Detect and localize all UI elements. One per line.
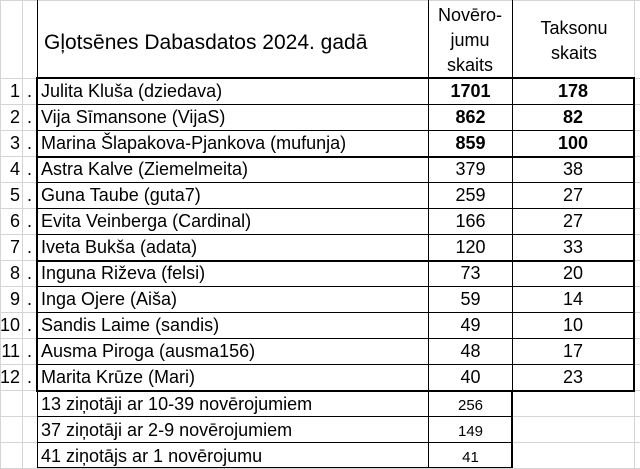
rank-number: 6	[9, 211, 20, 231]
observation-count: 862	[455, 107, 486, 127]
taxa-count: 27	[562, 211, 584, 231]
header-taxa-line-1: Taksonu	[540, 18, 608, 38]
observer-name: Marina Šlapakova-Pjankova (mufunja)	[41, 133, 347, 153]
rank-dot: .	[27, 367, 33, 387]
rank-number: 7	[9, 237, 20, 257]
observation-count: 259	[455, 185, 486, 205]
taxa-count: 178	[557, 81, 589, 101]
border-row	[37, 312, 634, 313]
border-row	[37, 338, 634, 339]
border-summary-1	[37, 416, 512, 417]
summary-observation-count: 149	[457, 423, 484, 440]
border-summary-2	[37, 442, 512, 443]
border-row	[37, 234, 634, 235]
border-group-1	[37, 156, 634, 158]
rank-number: 1	[9, 81, 20, 101]
observation-count: 73	[460, 263, 481, 283]
observer-name: Julita Kluša (dziedava)	[41, 81, 223, 101]
observer-name: Ausma Piroga (ausma156)	[41, 341, 256, 361]
rank-number: 9	[9, 289, 20, 309]
gridline-horizontal	[0, 0, 640, 1]
observer-name: Evita Veinberga (Cardinal)	[41, 211, 252, 231]
taxa-count: 27	[562, 185, 584, 205]
taxa-count: 14	[562, 289, 584, 309]
taxa-count: 100	[557, 133, 589, 153]
observation-count: 859	[455, 133, 486, 153]
border-row	[37, 104, 634, 105]
observer-name: Inga Ojere (Aiša)	[41, 289, 178, 309]
observation-count: 59	[460, 289, 481, 309]
observer-name: Vija Sīmansone (VijaS)	[41, 107, 226, 127]
observer-name: Astra Kalve (Ziemelmeita)	[41, 159, 249, 179]
rank-dot: .	[27, 107, 33, 127]
rank-dot: .	[27, 341, 33, 361]
taxa-count: 17	[562, 341, 584, 361]
border-row	[37, 130, 634, 131]
rank-number: 8	[9, 263, 20, 283]
header-observations	[428, 3, 512, 78]
rank-number: 3	[9, 133, 20, 153]
header-taxa	[514, 16, 634, 66]
rank-dot: .	[27, 159, 33, 179]
observer-name: Marita Krūze (Mari)	[41, 367, 196, 387]
rank-dot: .	[27, 237, 33, 257]
border-row	[37, 286, 634, 287]
taxa-count: 23	[562, 367, 584, 387]
summary-label: 37 ziņotāji ar 2-9 novērojumiem	[41, 420, 293, 440]
rank-dot: .	[27, 185, 33, 205]
rank-number: 11	[1, 341, 20, 361]
taxa-count: 82	[562, 107, 584, 127]
border-group-3	[37, 390, 634, 392]
rank-number: 2	[9, 107, 20, 127]
observation-count: 48	[460, 341, 481, 361]
border-top	[37, 77, 634, 79]
observer-name: Sandis Laime (sandis)	[41, 315, 220, 335]
observation-count: 49	[460, 315, 481, 335]
observation-count: 120	[455, 237, 486, 257]
observation-count: 166	[455, 211, 486, 231]
summary-observation-count: 41	[462, 449, 479, 466]
border-row	[37, 182, 634, 183]
taxa-count: 33	[562, 237, 584, 257]
rank-dot: .	[27, 211, 33, 231]
taxa-count: 10	[562, 315, 584, 335]
rank-dot: .	[27, 81, 33, 101]
page-title: Gļotsēnes Dabasdatos 2024. gadā	[44, 31, 368, 54]
summary-label: 13 ziņotāji ar 10-39 novērojumiem	[41, 394, 313, 414]
rank-dot: .	[27, 133, 33, 153]
header-observations-line-3: skaits	[446, 55, 493, 75]
observer-name: Inguna Riževa (felsi)	[41, 263, 206, 283]
rank-number: 5	[9, 185, 20, 205]
summary-observation-count: 256	[457, 397, 484, 414]
observer-name: Iveta Bukša (adata)	[41, 237, 198, 257]
observation-count: 1701	[450, 81, 491, 101]
taxa-count: 38	[562, 159, 584, 179]
summary-label: 41 ziņotājs ar 1 novērojumu	[41, 446, 263, 466]
rank-dot: .	[27, 263, 33, 283]
observer-name: Guna Taube (guta7)	[41, 185, 201, 205]
rank-number: 4	[9, 159, 20, 179]
rank-number: 12	[0, 367, 21, 387]
observation-count: 379	[455, 159, 486, 179]
border-row	[37, 208, 634, 209]
border-row	[37, 364, 634, 365]
header-taxa-line-2: skaits	[550, 43, 597, 63]
observation-count: 40	[460, 367, 481, 387]
rank-dot: .	[27, 289, 33, 309]
header-observations-line-1: Novēro-	[437, 5, 503, 25]
header-observations-line-2: jumu	[450, 30, 490, 50]
rank-dot: .	[27, 315, 33, 335]
taxa-count: 20	[562, 263, 584, 283]
border-group-2	[37, 260, 634, 262]
rank-number: 10	[0, 315, 21, 335]
